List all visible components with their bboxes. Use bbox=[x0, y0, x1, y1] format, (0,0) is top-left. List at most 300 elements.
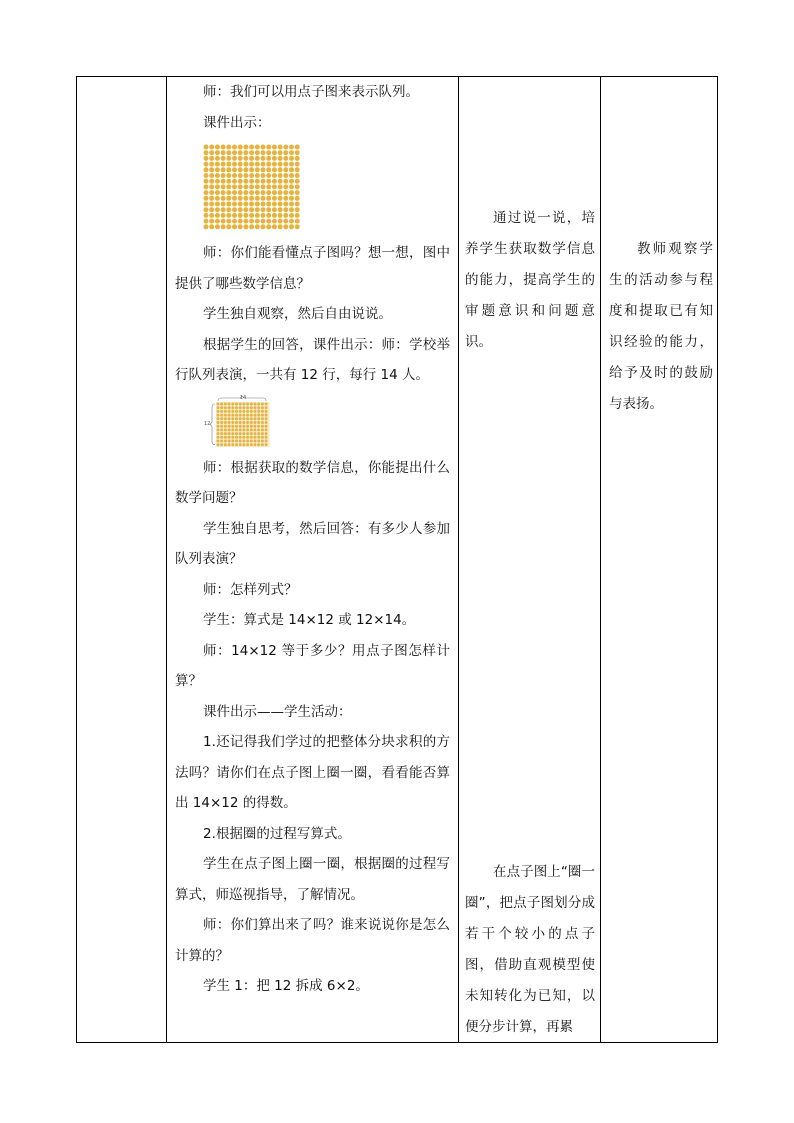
dot bbox=[257, 409, 260, 412]
dot bbox=[265, 402, 268, 405]
labeled-dot-array-image bbox=[200, 393, 272, 447]
dot bbox=[255, 219, 260, 224]
line-16: 学生 1：把 12 拆成 6×2。 bbox=[203, 978, 369, 994]
line-1: 师：我们可以用点子图来表示队列。 bbox=[203, 84, 419, 100]
dot bbox=[265, 428, 268, 431]
dot bbox=[272, 213, 277, 218]
dot bbox=[246, 421, 249, 424]
dot bbox=[254, 406, 257, 409]
dot bbox=[266, 224, 271, 229]
dot bbox=[232, 173, 237, 178]
dot bbox=[254, 417, 257, 420]
dot bbox=[215, 167, 220, 172]
dot bbox=[265, 421, 268, 424]
dot bbox=[283, 224, 288, 229]
dot bbox=[215, 207, 220, 212]
dot bbox=[226, 207, 231, 212]
dot bbox=[242, 402, 245, 405]
dot bbox=[249, 179, 254, 184]
line-9: 学生：算式是 14×12 或 12×14。 bbox=[203, 612, 416, 628]
dot bbox=[255, 179, 260, 184]
dot bbox=[239, 409, 242, 412]
dot bbox=[231, 439, 234, 442]
dot bbox=[224, 443, 227, 446]
dot bbox=[209, 213, 214, 218]
dot bbox=[261, 173, 266, 178]
dot bbox=[295, 219, 300, 224]
dot bbox=[232, 219, 237, 224]
dot bbox=[221, 224, 226, 229]
dot bbox=[250, 435, 253, 438]
dot bbox=[224, 424, 227, 427]
dot bbox=[255, 162, 260, 167]
dot bbox=[209, 150, 214, 155]
dot bbox=[204, 184, 209, 189]
dot bbox=[283, 162, 288, 167]
dot bbox=[238, 150, 243, 155]
dot bbox=[254, 443, 257, 446]
dot bbox=[220, 417, 223, 420]
dot bbox=[215, 179, 220, 184]
dot bbox=[246, 435, 249, 438]
dot bbox=[232, 179, 237, 184]
dot bbox=[265, 417, 268, 420]
dot bbox=[261, 167, 266, 172]
dot bbox=[255, 150, 260, 155]
dot bbox=[232, 184, 237, 189]
dot bbox=[242, 443, 245, 446]
dot bbox=[239, 417, 242, 420]
dot bbox=[266, 150, 271, 155]
dot bbox=[265, 435, 268, 438]
dot bbox=[239, 432, 242, 435]
dot bbox=[261, 421, 264, 424]
dot bbox=[239, 424, 242, 427]
dot bbox=[266, 145, 271, 150]
dot bbox=[289, 179, 294, 184]
dot bbox=[266, 179, 271, 184]
dot bbox=[232, 224, 237, 229]
dot bbox=[242, 428, 245, 431]
dot bbox=[261, 435, 264, 438]
dot bbox=[272, 162, 277, 167]
dot bbox=[217, 413, 220, 416]
dot bbox=[204, 190, 209, 195]
dot bbox=[254, 428, 257, 431]
dot bbox=[209, 219, 214, 224]
dot bbox=[224, 402, 227, 405]
dot bbox=[272, 202, 277, 207]
dot bbox=[272, 190, 277, 195]
dot bbox=[272, 207, 277, 212]
dot bbox=[295, 190, 300, 195]
dot bbox=[261, 162, 266, 167]
dot bbox=[266, 219, 271, 224]
dot bbox=[221, 167, 226, 172]
dot bbox=[261, 224, 266, 229]
dot bbox=[235, 421, 238, 424]
dot bbox=[226, 162, 231, 167]
dot bbox=[239, 421, 242, 424]
dot bbox=[246, 409, 249, 412]
dot bbox=[209, 207, 214, 212]
dot bbox=[255, 173, 260, 178]
dot bbox=[226, 202, 231, 207]
dot bbox=[249, 196, 254, 201]
dot bbox=[232, 207, 237, 212]
dot bbox=[228, 406, 231, 409]
dot bbox=[235, 435, 238, 438]
dot bbox=[209, 184, 214, 189]
dot bbox=[215, 202, 220, 207]
dot bbox=[235, 402, 238, 405]
dot bbox=[238, 156, 243, 161]
dot bbox=[224, 421, 227, 424]
dot bbox=[226, 219, 231, 224]
dot bbox=[249, 156, 254, 161]
dot bbox=[235, 439, 238, 442]
dot bbox=[250, 406, 253, 409]
line-14: 学生在点子图上圈一圈，根据圈的过程写算式，师巡视指导，了解情况。 bbox=[175, 856, 450, 903]
dot bbox=[246, 417, 249, 420]
dot bbox=[261, 402, 264, 405]
dot bbox=[254, 402, 257, 405]
dot bbox=[266, 196, 271, 201]
dot bbox=[254, 432, 257, 435]
dot bbox=[235, 413, 238, 416]
dot bbox=[232, 196, 237, 201]
design-intent-1: 通过说一说，培养学生获取数学信息的能力，提高学生的审题意识和问题意识。 bbox=[465, 210, 595, 350]
dot bbox=[238, 207, 243, 212]
dot bbox=[238, 224, 243, 229]
dot bbox=[255, 184, 260, 189]
dot bbox=[246, 439, 249, 442]
dot bbox=[221, 179, 226, 184]
dot bbox=[226, 150, 231, 155]
dot bbox=[217, 421, 220, 424]
dot bbox=[283, 156, 288, 161]
dot bbox=[257, 406, 260, 409]
dot bbox=[217, 428, 220, 431]
dot bbox=[250, 443, 253, 446]
dot bbox=[250, 428, 253, 431]
dot bbox=[257, 432, 260, 435]
dot bbox=[254, 439, 257, 442]
dot bbox=[289, 190, 294, 195]
dot bbox=[289, 207, 294, 212]
dot bbox=[221, 145, 226, 150]
dot bbox=[257, 443, 260, 446]
dot bbox=[257, 435, 260, 438]
dot bbox=[249, 224, 254, 229]
dot bbox=[232, 202, 237, 207]
dot bbox=[261, 150, 266, 155]
dot bbox=[242, 406, 245, 409]
dot bbox=[231, 428, 234, 431]
dot bbox=[220, 432, 223, 435]
dot bbox=[243, 145, 248, 150]
dot bbox=[295, 167, 300, 172]
line-12: 1.还记得我们学过的把整体分块求积的方法吗？请你们在点子图上圈一圈，看看能否算出 14×12 的得数。 bbox=[175, 734, 450, 811]
dot bbox=[238, 162, 243, 167]
dot bbox=[220, 435, 223, 438]
line-4: 学生独自观察，然后自由说说。 bbox=[203, 306, 392, 322]
dot bbox=[265, 432, 268, 435]
dot bbox=[249, 219, 254, 224]
dot bbox=[239, 428, 242, 431]
dot bbox=[215, 219, 220, 224]
dot bbox=[215, 213, 220, 218]
dot bbox=[224, 428, 227, 431]
dot bbox=[266, 213, 271, 218]
dot bbox=[261, 417, 264, 420]
dot bbox=[289, 145, 294, 150]
dot bbox=[204, 207, 209, 212]
dot bbox=[243, 167, 248, 172]
dot bbox=[220, 402, 223, 405]
dot bbox=[283, 173, 288, 178]
dot bbox=[242, 421, 245, 424]
dot bbox=[231, 443, 234, 446]
dot bbox=[215, 190, 220, 195]
dot bbox=[265, 409, 268, 412]
dot bbox=[272, 173, 277, 178]
dot bbox=[221, 202, 226, 207]
dot-array-image bbox=[203, 144, 301, 230]
dot bbox=[278, 190, 283, 195]
dot bbox=[261, 196, 266, 201]
dot bbox=[255, 167, 260, 172]
dot bbox=[249, 162, 254, 167]
dot bbox=[289, 219, 294, 224]
dot bbox=[278, 184, 283, 189]
dot bbox=[295, 145, 300, 150]
dot bbox=[228, 432, 231, 435]
dot bbox=[231, 413, 234, 416]
dot bbox=[228, 417, 231, 420]
dot bbox=[224, 435, 227, 438]
dot bbox=[235, 409, 238, 412]
dot bbox=[239, 435, 242, 438]
dot bbox=[257, 424, 260, 427]
dot bbox=[228, 443, 231, 446]
dot bbox=[243, 190, 248, 195]
dot bbox=[215, 150, 220, 155]
dot bbox=[239, 443, 242, 446]
rows-brace bbox=[210, 404, 215, 445]
dot bbox=[255, 224, 260, 229]
column-divider bbox=[600, 77, 601, 1042]
dot bbox=[228, 409, 231, 412]
dot bbox=[232, 145, 237, 150]
dot bbox=[261, 432, 264, 435]
dot bbox=[217, 439, 220, 442]
dot bbox=[283, 179, 288, 184]
dot bbox=[283, 207, 288, 212]
dot bbox=[249, 213, 254, 218]
dot bbox=[278, 207, 283, 212]
dot bbox=[261, 202, 266, 207]
dot bbox=[272, 156, 277, 161]
dot bbox=[278, 179, 283, 184]
dot bbox=[231, 435, 234, 438]
dot bbox=[238, 167, 243, 172]
dot bbox=[226, 179, 231, 184]
dot bbox=[232, 167, 237, 172]
dot bbox=[228, 428, 231, 431]
line-11: 课件出示——学生活动： bbox=[203, 703, 352, 720]
dot bbox=[239, 402, 242, 405]
dot bbox=[220, 409, 223, 412]
design-intent-column bbox=[459, 77, 599, 1042]
dot bbox=[283, 196, 288, 201]
dot bbox=[204, 173, 209, 178]
dot bbox=[278, 219, 283, 224]
dot bbox=[266, 207, 271, 212]
dot bbox=[249, 167, 254, 172]
dot bbox=[231, 409, 234, 412]
dot bbox=[257, 439, 260, 442]
dot bbox=[295, 213, 300, 218]
dot bbox=[249, 145, 254, 150]
dot bbox=[209, 190, 214, 195]
dot bbox=[217, 424, 220, 427]
dot bbox=[226, 196, 231, 201]
dot bbox=[226, 190, 231, 195]
dot bbox=[204, 202, 209, 207]
dot bbox=[228, 413, 231, 416]
dot bbox=[204, 196, 209, 201]
dot bbox=[249, 184, 254, 189]
dot bbox=[272, 167, 277, 172]
dot bbox=[204, 224, 209, 229]
dot bbox=[265, 406, 268, 409]
dot bbox=[215, 196, 220, 201]
dot bbox=[238, 219, 243, 224]
dot bbox=[266, 190, 271, 195]
dot bbox=[215, 184, 220, 189]
dot bbox=[231, 421, 234, 424]
line-15: 师：你们算出来了吗？谁来说说你是怎么计算的？ bbox=[175, 917, 450, 964]
dot bbox=[215, 173, 220, 178]
dot bbox=[243, 213, 248, 218]
dot bbox=[295, 179, 300, 184]
dot bbox=[242, 439, 245, 442]
rows-label: 12 bbox=[204, 420, 211, 427]
dot bbox=[261, 409, 264, 412]
dot bbox=[257, 413, 260, 416]
dot bbox=[209, 196, 214, 201]
dot bbox=[224, 439, 227, 442]
dot bbox=[221, 207, 226, 212]
dot bbox=[221, 162, 226, 167]
dot bbox=[242, 432, 245, 435]
dot bbox=[209, 156, 214, 161]
dot bbox=[278, 224, 283, 229]
dot bbox=[235, 443, 238, 446]
dot bbox=[243, 173, 248, 178]
dot bbox=[295, 202, 300, 207]
line-7: 学生独自思考，然后回答：有多少人参加队列表演？ bbox=[175, 520, 450, 567]
dot bbox=[283, 202, 288, 207]
line-5: 根据学生的回答，课件出示：师：学校举行队列表演，一共有 12 行，每行 14 人。 bbox=[175, 336, 450, 383]
dot bbox=[228, 435, 231, 438]
line-10: 师：14×12 等于多少？用点子图怎样计算？ bbox=[175, 642, 450, 689]
dot bbox=[204, 167, 209, 172]
dot bbox=[242, 409, 245, 412]
teaching-process-column bbox=[167, 77, 457, 1042]
dot bbox=[250, 421, 253, 424]
dot bbox=[289, 150, 294, 155]
dot bbox=[257, 421, 260, 424]
dot bbox=[266, 184, 271, 189]
dot bbox=[243, 184, 248, 189]
dot bbox=[261, 424, 264, 427]
dot bbox=[224, 417, 227, 420]
dot bbox=[243, 202, 248, 207]
dot bbox=[257, 428, 260, 431]
dot bbox=[209, 202, 214, 207]
dot bbox=[278, 156, 283, 161]
dot bbox=[278, 150, 283, 155]
columns-label: 14 bbox=[239, 394, 247, 401]
dot bbox=[217, 432, 220, 435]
dot bbox=[242, 417, 245, 420]
dot bbox=[204, 219, 209, 224]
dot bbox=[249, 173, 254, 178]
dot bbox=[232, 190, 237, 195]
dot bbox=[278, 173, 283, 178]
dot bbox=[231, 417, 234, 420]
dot bbox=[204, 156, 209, 161]
dot bbox=[209, 167, 214, 172]
dot bbox=[289, 224, 294, 229]
dot bbox=[257, 417, 260, 420]
dot bbox=[209, 145, 214, 150]
dot bbox=[226, 224, 231, 229]
dot bbox=[266, 202, 271, 207]
dot bbox=[217, 435, 220, 438]
dot bbox=[235, 417, 238, 420]
dot bbox=[224, 409, 227, 412]
dot bbox=[246, 443, 249, 446]
dot bbox=[250, 424, 253, 427]
dot bbox=[217, 443, 220, 446]
dot bbox=[265, 424, 268, 427]
dot bbox=[243, 156, 248, 161]
dot bbox=[238, 196, 243, 201]
evaluation-text: 教师观察学生的活动参与程度和提取已有知识经验的能力，给予及时的鼓励与表扬。 bbox=[609, 241, 713, 412]
dot bbox=[249, 190, 254, 195]
dot bbox=[283, 190, 288, 195]
dot bbox=[255, 202, 260, 207]
dot bbox=[220, 421, 223, 424]
dot bbox=[249, 207, 254, 212]
design-intent-2: 在点子图上“圈一圈”，把点子图划分成若干个较小的点子图，借助直观模型使未知转化为已知，以便分步计算，再累 bbox=[465, 864, 595, 1035]
dot bbox=[261, 443, 264, 446]
dot bbox=[289, 173, 294, 178]
dot bbox=[246, 424, 249, 427]
line-6: 师：根据获取的数学信息，你能提出什么数学问题？ bbox=[175, 459, 450, 506]
dot bbox=[221, 196, 226, 201]
dot bbox=[238, 184, 243, 189]
dot bbox=[238, 145, 243, 150]
dot bbox=[204, 145, 209, 150]
dot bbox=[220, 406, 223, 409]
dot bbox=[261, 190, 266, 195]
dot bbox=[221, 150, 226, 155]
dot bbox=[289, 213, 294, 218]
